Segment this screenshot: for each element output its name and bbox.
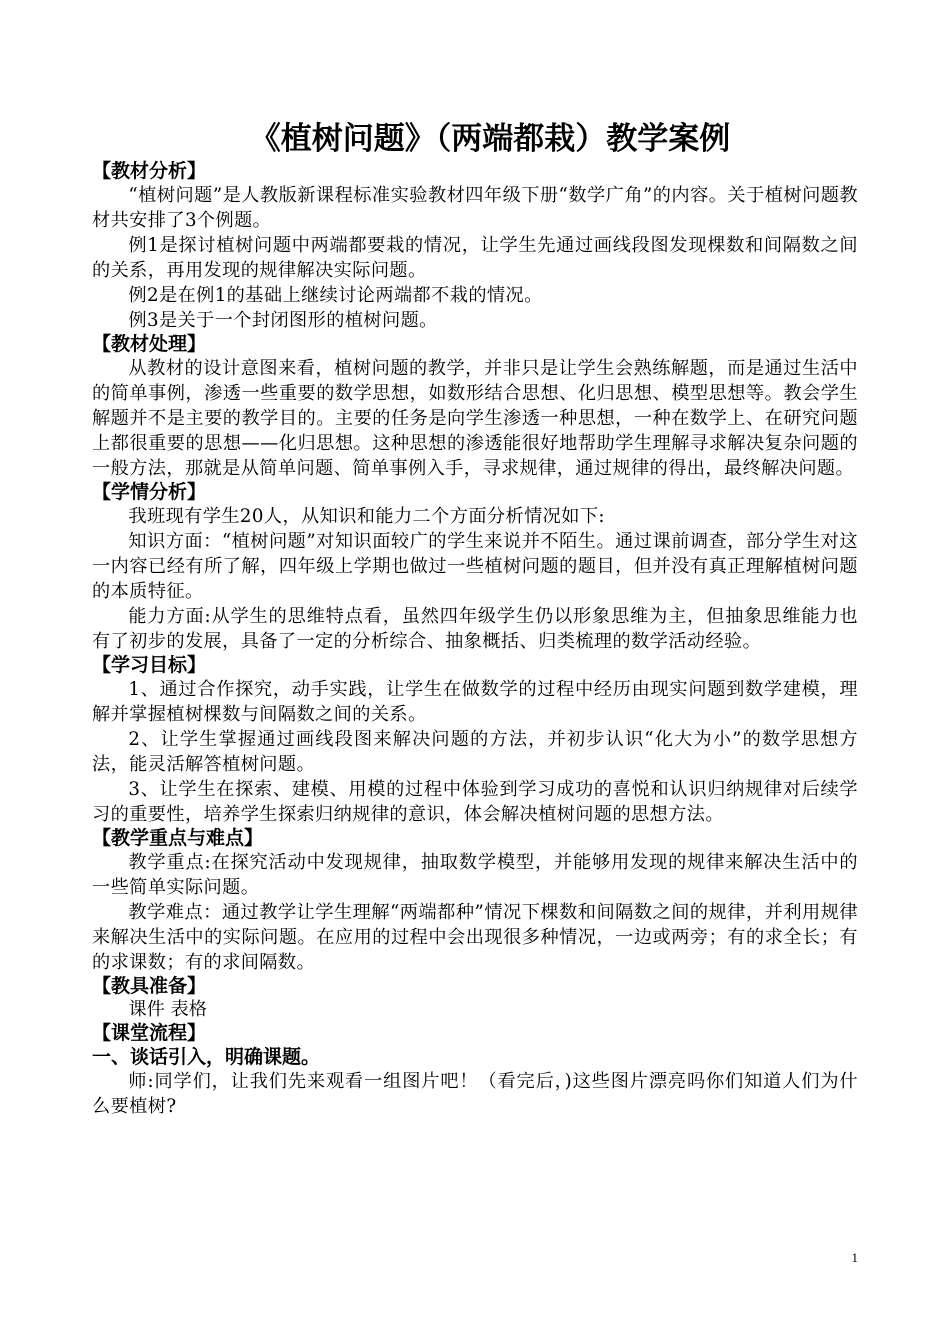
paragraph: 例2是在例1的基础上继续讨论两端都不栽的情况。 [128,285,543,306]
section-heading: 【教材分析】 [92,160,207,182]
paragraph: 例3是关于一个封闭图形的植树问题。 [128,310,438,331]
section-goals [92,654,858,827]
document-page [92,118,858,1119]
section-analysis [92,160,858,333]
paragraph: 教学重点:在探究活动中发现规律，抽取数学模型，并能够用发现的规律来解决生活中的一些简单实际问题。 [92,852,858,898]
section-heading: 【课堂流程】 [92,1022,207,1044]
section-heading: 【教材处理】 [92,333,207,355]
paragraph: 1、通过合作探究，动手实践，让学生在做数学的过程中经历由现实问题到数学建模，理解并掌握植树棵数与间隔数之间的关系。 [92,679,858,725]
paragraph: 3、让学生在探索、建模、用模的过程中体验到学习成功的喜悦和认识归纳规律对后续学习的重要性，培养学生探索归纳规律的意识，体会解决植树问题的思想方法。 [92,779,858,825]
paragraph: 我班现有学生20人，从知识和能力二个方面分析情况如下: [128,506,605,527]
section-process [92,1022,858,1119]
section-heading: 【教学重点与难点】 [92,827,264,849]
section-heading: 【学习目标】 [92,654,207,676]
section-materials [92,975,858,1022]
section-learners [92,481,858,654]
section-processing [92,333,858,481]
step-title: 一、谈话引入，明确课题。 [92,1046,321,1068]
paragraph: “植树问题”是人教版新课程标准实验教材四年级下册“数学广角”的内容。关于植树问题教材共安排了3个例题。 [92,185,858,231]
paragraph: 从教材的设计意图来看，植树问题的教学，并非只是让学生会熟练解题，而是通过生活中的简单事例，渗透一些重要的数学思想，如数形结合思想、化归思想、模型思想等。教会学生解题并不是主要的教学目的。主要的任务是向学生渗透一种思想，一种在数学上、在研究问题上都很重要的思想——化归思想。这种思想的渗透能很好地帮助学生理解寻求解决复杂问题的一般方法，那就是从简单问题、简单事例入手，寻求规律，通过规律的得出，最终解决问题。 [92,358,858,479]
paragraph: 2、让学生掌握通过画线段图来解决问题的方法，并初步认识“化大为小”的数学思想方法，能灵活解答植树问题。 [92,729,858,775]
paragraph: 能力方面:从学生的思维特点看，虽然四年级学生仍以形象思维为主，但抽象思维能力也有了初步的发展，具备了一定的分析综合、抽象概括、归类梳理的数学活动经验。 [92,606,858,652]
section-heading: 【教具准备】 [92,975,207,997]
paragraph: 教学难点：通过教学让学生理解“两端都种”情况下棵数和间隔数之间的规律，并利用规律来解决生活中的实际问题。在应用的过程中会出现很多种情况，一边或两旁；有的求全长；有的求课数；有的求间隔数。 [92,902,858,973]
section-key-points [92,827,858,975]
paragraph: 知识方面：“植树问题”对知识面较广的学生来说并不陌生。通过课前调查，部分学生对这一内容已经有所了解，四年级上学期也做过一些植树问题的题目，但并没有真正理解植树问题的本质特征。 [92,531,858,602]
document-title: 《植树问题》（两端都栽）教学案例 [249,121,731,157]
paragraph: 师:同学们，让我们先来观看一组图片吧！（看完后，)这些图片漂亮吗你们知道人们为什么要植树? [92,1071,858,1117]
page-number: 1 [851,1250,858,1265]
materials-text: 课件 表格 [128,999,207,1020]
paragraph: 例1是探讨植树问题中两端都要栽的情况，让学生先通过画线段图发现棵数和间隔数之间的关系，再用发现的规律解决实际问题。 [92,235,858,281]
section-heading: 【学情分析】 [92,481,207,503]
